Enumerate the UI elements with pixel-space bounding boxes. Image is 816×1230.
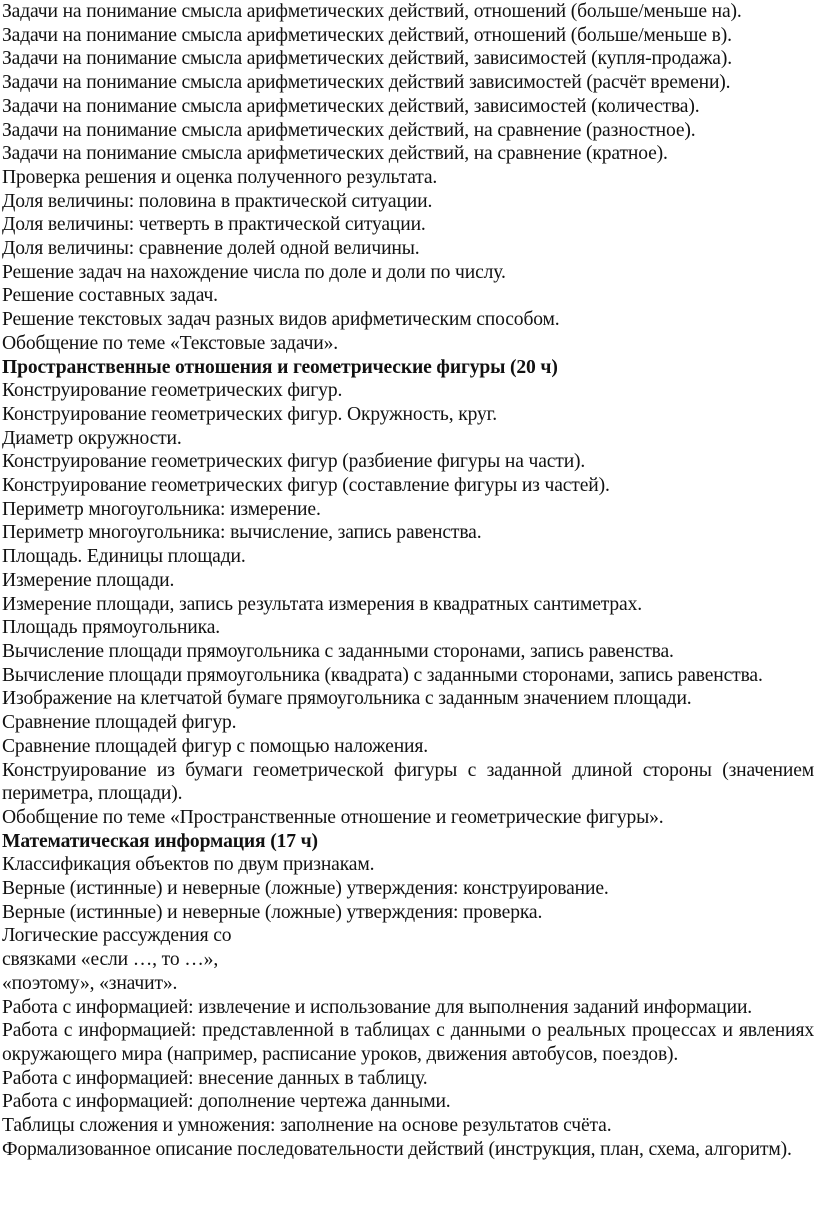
topic-line: Задачи на понимание смысла арифметических действий, зависимостей (количества). [2,95,700,117]
topic-line: Обобщение по теме «Пространственные отношение и геометрические фигуры». [2,806,664,828]
topic-line: Доля величины: половина в практической ситуации. [2,190,433,212]
topic-line: Формализованное описание последовательности действий (инструкция, план, схема, алгоритм). [2,1138,792,1160]
topic-line: Логические рассуждения со [2,925,232,947]
topic-line: Вычисление площади прямоугольника (квадрата) с заданными сторонами, запись равенства. [2,664,763,686]
topic-line: Площадь. Единицы площади. [2,546,246,568]
topic-line: Вычисление площади прямоугольника с заданными сторонами, запись равенства. [2,640,674,662]
topic-line: Решение текстовых задач разных видов арифметическим способом. [2,309,560,331]
topic-line: Работа с информацией: внесение данных в таблицу. [2,1067,428,1089]
topic-line: Таблицы сложения и умножения: заполнение на основе результатов счёта. [2,1115,612,1137]
topic-line: Периметр многоугольника: измерение. [2,498,321,520]
topic-line: Конструирование геометрических фигур (составление фигуры из частей). [2,475,610,497]
topic-line: Верные (истинные) и неверные (ложные) утверждения: проверка. [2,901,543,923]
topic-line: Конструирование из бумаги геометрической фигуры с заданной длиной стороны (значением периметра, площади). [2,759,814,805]
topic-line: Измерение площади. [2,569,175,591]
topic-line: Работа с информацией: извлечение и использование для выполнения заданий информации. [2,996,753,1018]
topic-line: «поэтому», «значит». [2,972,178,994]
topic-line: Классификация объектов по двум признакам. [2,854,375,876]
topic-line: Сравнение площадей фигур с помощью наложения. [2,735,428,757]
topic-line: Верные (истинные) и неверные (ложные) утверждения: конструирование. [2,878,609,900]
topic-line: Решение составных задач. [2,285,218,307]
section-heading: Математическая информация (17 ч) [2,830,318,852]
topic-line: Решение задач на нахождение числа по доле и доли по числу. [2,261,506,283]
topic-line: Работа с информацией: представленной в таблицах с данными о реальных процессах и явлениях окружающего мира (например, расписание уроков, движения автобусов, поездов). [2,1020,814,1065]
topic-line: Задачи на понимание смысла арифметических действий, на сравнение (разностное). [2,119,696,141]
topic-line: Диаметр окружности. [2,427,182,449]
topic-line: Изображение на клетчатой бумаге прямоугольника с заданным значением площади. [2,688,692,710]
topic-line: Задачи на понимание смысла арифметических действий, отношений (больше/меньше на). [2,1,742,22]
topic-line: Доля величины: четверть в практической ситуации. [2,214,426,236]
topic-line: Обобщение по теме «Текстовые задачи». [2,332,339,354]
topic-line: Задачи на понимание смысла арифметических действий, зависимостей (купля-продажа). [2,48,732,70]
topic-line: Сравнение площадей фигур. [2,712,237,734]
topic-line: Площадь прямоугольника. [2,617,220,639]
topic-line: Задачи на понимание смысла арифметических действий, на сравнение (кратное). [2,143,668,165]
section-heading: Пространственные отношения и геометрические фигуры (20 ч) [2,356,558,378]
topic-line: Задачи на понимание смысла арифметических действий, отношений (больше/меньше в). [2,24,732,46]
topic-line: связками «если …, то …», [2,949,219,971]
topic-line: Конструирование геометрических фигур. Окружность, круг. [2,403,498,425]
topic-line: Работа с информацией: дополнение чертежа данными. [2,1091,451,1113]
topic-line: Измерение площади, запись результата измерения в квадратных сантиметрах. [2,593,642,615]
topic-line: Задачи на понимание смысла арифметических действий зависимостей (расчёт времени). [2,72,731,94]
topic-line: Проверка решения и оценка полученного результата. [2,166,438,188]
topic-line: Конструирование геометрических фигур (разбиение фигуры на части). [2,451,586,473]
topic-line: Доля величины: сравнение долей одной величины. [2,238,420,260]
topic-line: Конструирование геометрических фигур. [2,380,343,402]
topic-line: Периметр многоугольника: вычисление, запись равенства. [2,522,482,544]
